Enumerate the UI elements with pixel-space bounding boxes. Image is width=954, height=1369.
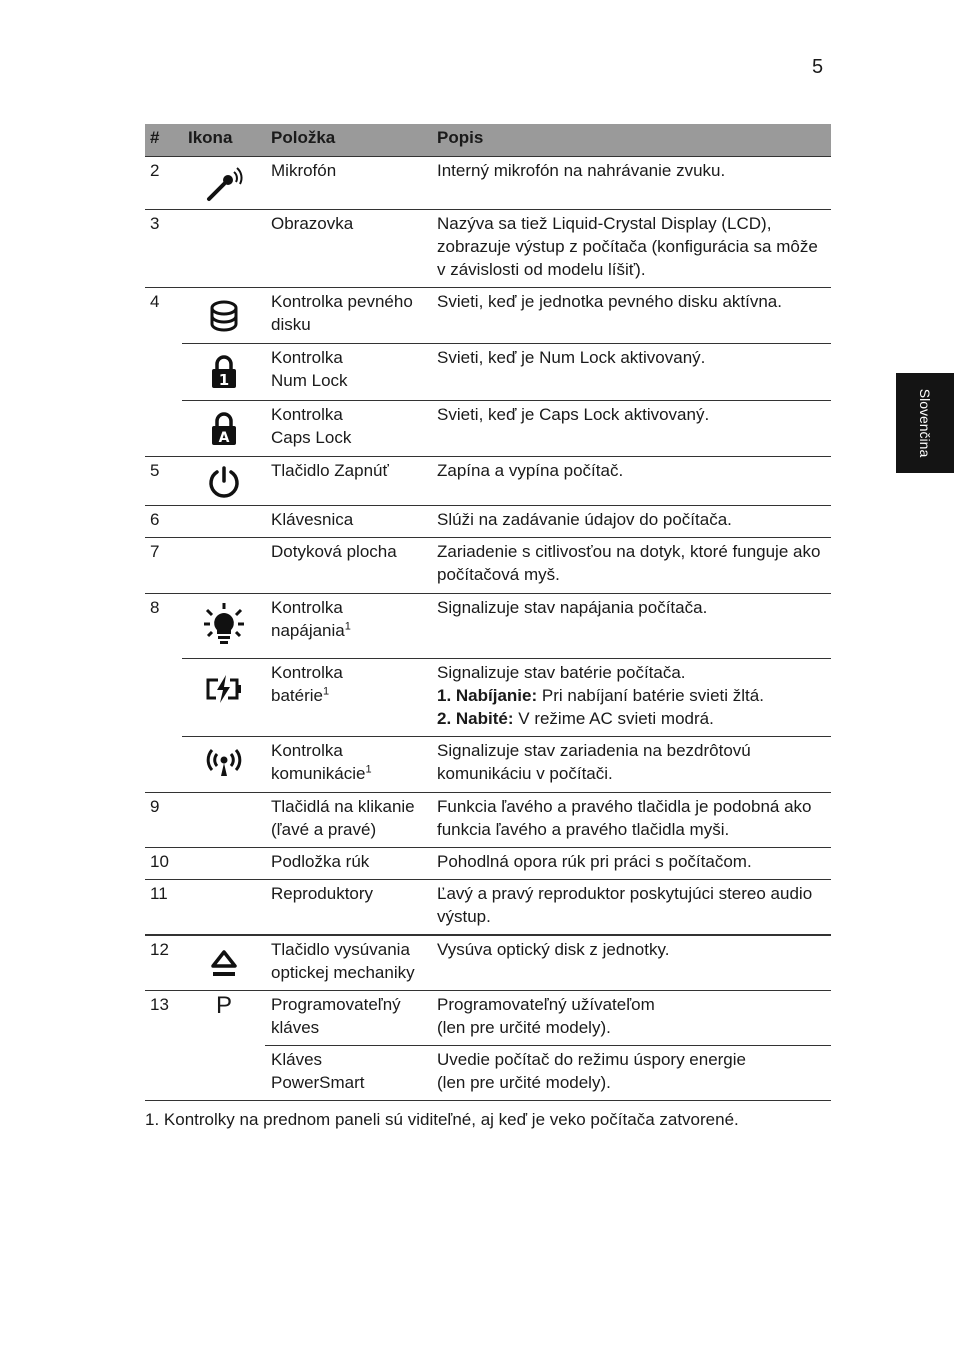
header-icon: Ikona: [188, 128, 233, 147]
row-desc: Funkcia ľavého a pravého tlačidla je podobná ako funkcia ľavého a pravého tlačidla myši.: [437, 797, 812, 839]
footnote-ref: 1: [365, 763, 372, 776]
footnote-ref: 1: [344, 620, 351, 633]
desc-bold: 2. Nabité:: [437, 709, 514, 728]
row-desc-line: (len pre určité modely).: [437, 1073, 611, 1092]
hdd-indicator-icon: [197, 294, 251, 338]
row-divider: [145, 879, 831, 880]
row-divider: [145, 847, 831, 848]
row-item: Tlačidlo Zapnúť: [271, 461, 389, 480]
row-desc: Zapína a vypína počítač.: [437, 461, 624, 480]
row-item-line: Kontrolka: [271, 598, 343, 617]
power-indicator-icon: [197, 602, 251, 646]
row-num: 13: [150, 995, 169, 1014]
row-item: [271, 346, 431, 392]
language-tab: [896, 373, 954, 473]
row-desc: Vysúva optický disk z jednotky.: [437, 940, 670, 959]
row-num: 10: [150, 852, 169, 871]
row-divider: [145, 537, 831, 538]
num-lock-icon: [197, 350, 251, 394]
row-item-line: Kontrolka: [271, 348, 343, 367]
row-item-text: batérie: [271, 686, 323, 705]
row-item: [271, 596, 431, 642]
row-desc: Signalizuje stav zariadenia na bezdrôtovú komunikáciu v počítači.: [437, 741, 751, 783]
row-desc-line: Programovateľný užívateľom: [437, 995, 655, 1014]
row-item: Klávesnica: [271, 510, 354, 529]
wireless-indicator-icon: [197, 741, 251, 785]
table-header: [145, 124, 831, 156]
row-item: Kontrolka pevného disku: [271, 292, 413, 334]
row-item-line: Kláves: [271, 1050, 323, 1069]
row-num: 8: [150, 598, 160, 617]
row-item-line: PowerSmart: [271, 1073, 365, 1092]
row-item: Podložka rúk: [271, 852, 370, 871]
svg-text:A: A: [218, 430, 230, 446]
row-divider: [145, 1100, 831, 1101]
row-divider: [145, 593, 831, 594]
row-num: 3: [150, 214, 160, 233]
row-divider: [145, 792, 831, 793]
header-num: #: [150, 128, 160, 147]
desc-text: Pri nabíjaní batérie svieti žltá.: [537, 686, 764, 705]
row-item-line: Programovateľný: [271, 995, 401, 1014]
row-divider: [145, 456, 831, 457]
row-desc-line: [437, 684, 827, 707]
row-item-text: napájania: [271, 621, 345, 640]
row-item: Tlačidlá na klikanie (ľavé a pravé): [271, 797, 415, 839]
row-divider: [182, 343, 831, 344]
row-desc: [437, 661, 827, 730]
power-icon: [197, 460, 251, 504]
row-divider: [145, 156, 831, 157]
row-item-line: Num Lock: [271, 371, 348, 390]
row-item-line: Kontrolka: [271, 663, 343, 682]
header-desc: Popis: [437, 128, 484, 147]
row-num: 6: [150, 510, 160, 529]
desc-bold: 1. Nabíjanie:: [437, 686, 538, 705]
row-item: Mikrofón: [271, 161, 337, 180]
row-desc: Slúži na zadávanie údajov do počítača.: [437, 510, 732, 529]
row-item: [271, 403, 431, 449]
row-divider: [145, 934, 831, 936]
header-item: Položka: [271, 128, 336, 147]
row-divider: [182, 400, 831, 401]
row-item: [271, 1048, 431, 1094]
row-item-line: [271, 684, 431, 707]
row-divider: [182, 658, 831, 659]
svg-text:1: 1: [218, 371, 230, 389]
row-desc: Nazýva sa tiež Liquid-Crystal Display (LCD), zobrazuje výstup z počítača (konfigurácia sa môže v závislosti od modelu líšiť).: [437, 214, 818, 279]
footnote-ref: 1: [322, 685, 330, 698]
row-item-line: kláves: [271, 1018, 320, 1037]
row-item: [271, 993, 431, 1039]
row-desc: Svieti, keď je Caps Lock aktivovaný.: [437, 405, 710, 424]
desc-text: V režime AC svieti modrá.: [513, 709, 714, 728]
microphone-icon: [197, 162, 251, 206]
row-num: 4: [150, 292, 160, 311]
language-tab-label: Slovenčina: [917, 388, 933, 458]
row-desc: Interný mikrofón na nahrávanie zvuku.: [437, 161, 726, 180]
row-item-line: Caps Lock: [271, 428, 352, 447]
row-divider: [182, 736, 831, 737]
footnote: 1. Kontrolky na prednom paneli sú viditeľné, aj keď je veko počítača zatvorené.: [145, 1110, 739, 1129]
row-divider: [265, 1045, 831, 1046]
row-item: [271, 661, 431, 707]
eject-icon: [197, 942, 251, 986]
row-item-line: Kontrolka: [271, 741, 343, 760]
row-desc-line: [437, 707, 827, 730]
row-item: Tlačidlo vysúvania optickej mechaniky: [271, 940, 415, 982]
row-item-line: [271, 619, 431, 642]
row-item-line: Kontrolka: [271, 405, 343, 424]
page-number: 5: [812, 56, 824, 78]
row-desc-line: (len pre určité modely).: [437, 1018, 611, 1037]
row-item-text: komunikácie: [271, 764, 366, 783]
row-divider: [145, 209, 831, 210]
row-num: 11: [150, 884, 168, 903]
row-desc: Svieti, keď je Num Lock aktivovaný.: [437, 348, 706, 367]
row-desc: Signalizuje stav napájania počítača.: [437, 598, 708, 617]
row-item-line: [271, 762, 431, 785]
row-desc: Svieti, keď je jednotka pevného disku aktívna.: [437, 292, 782, 311]
battery-indicator-icon: [197, 667, 251, 711]
row-divider: [145, 287, 831, 288]
row-desc: [437, 1048, 827, 1094]
row-item: Reproduktory: [271, 884, 374, 903]
caps-lock-icon: [197, 407, 251, 451]
row-desc-line: Signalizuje stav batérie počítača.: [437, 663, 686, 682]
row-num: 2: [150, 161, 160, 180]
row-item: [271, 739, 431, 785]
row-desc-line: Uvedie počítač do režimu úspory energie: [437, 1050, 746, 1069]
p-key-icon: P: [215, 992, 232, 1019]
row-num: 9: [150, 797, 160, 816]
row-desc: Pohodlná opora rúk pri práci s počítačom.: [437, 852, 752, 871]
row-item: Dotyková plocha: [271, 542, 397, 561]
row-desc: Zariadenie s citlivosťou na dotyk, ktoré funguje ako počítačová myš.: [437, 542, 821, 584]
components-table: [145, 124, 831, 1092]
row-num: 12: [150, 940, 169, 959]
row-num: 5: [150, 461, 160, 480]
row-desc: Ľavý a pravý reproduktor poskytujúci stereo audio výstup.: [437, 884, 813, 926]
row-item: Obrazovka: [271, 214, 354, 233]
row-num: 7: [150, 542, 160, 561]
row-divider: [145, 505, 831, 506]
row-desc: [437, 993, 827, 1039]
